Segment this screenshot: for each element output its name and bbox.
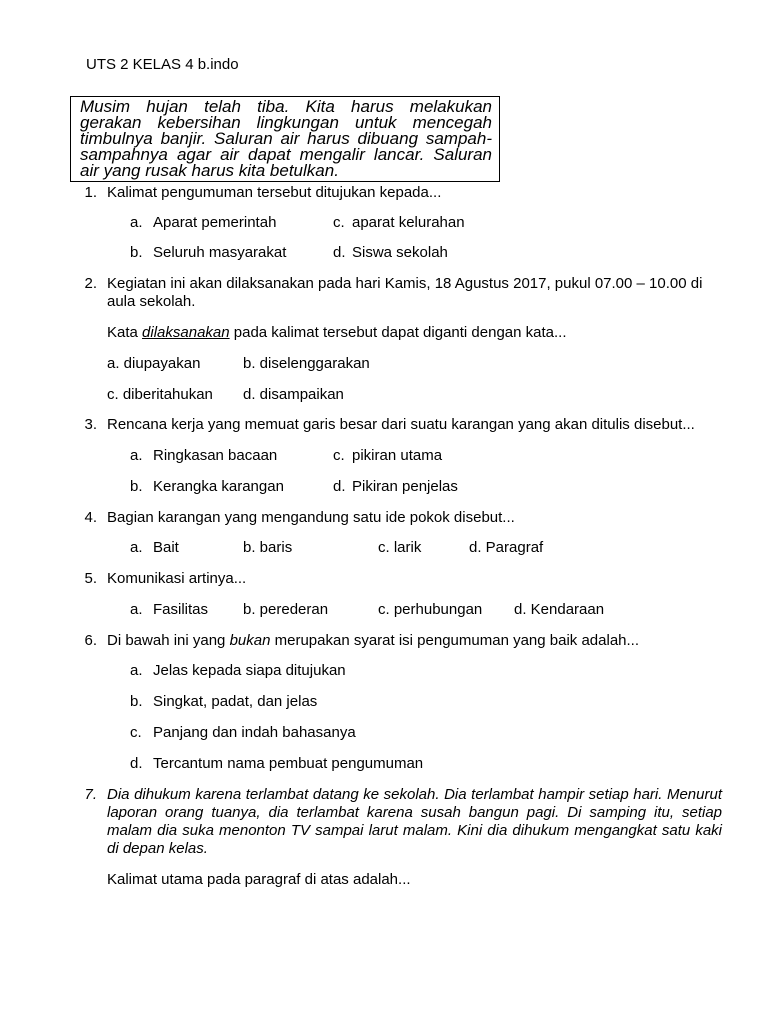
question-text: Komunikasi artinya... xyxy=(107,570,247,587)
paragraph-line: di depan kelas. xyxy=(107,840,208,857)
option-text: Fasilitas xyxy=(153,601,209,618)
question-number: 4. xyxy=(84,509,97,526)
paragraph-line: laporan orang tuanya, dia terlambat karena susah bangun pagi. Di samping itu, setiap xyxy=(107,804,722,821)
option: c. perhubungan xyxy=(378,601,483,618)
option-text: Ringkasan bacaan xyxy=(153,447,278,464)
option-text: Pikiran penjelas xyxy=(352,478,458,495)
option-letter: a. xyxy=(130,214,143,231)
option-letter: d. xyxy=(333,244,346,261)
option-letter: a. xyxy=(130,539,143,556)
question-number: 7. xyxy=(84,786,97,803)
passage-line: sampahnya agar air dapat mengalir lancar. Saluran xyxy=(80,145,492,164)
option: b. perederan xyxy=(243,601,329,618)
passage-box xyxy=(70,96,500,182)
option-letter: b. xyxy=(130,244,143,261)
option: c. larik xyxy=(378,539,422,556)
option-text: Tercantum nama pembuat pengumuman xyxy=(153,755,424,772)
question-text: Kalimat utama pada paragraf di atas adalah... xyxy=(107,871,411,888)
option: b. baris xyxy=(243,539,293,556)
option-text: pikiran utama xyxy=(352,447,443,464)
paragraph-line: malam dia suka menonton TV sampai larut malam. Kini dia dihukum mengangkat satu kaki xyxy=(107,822,722,839)
question-text: Rencana kerja yang memuat garis besar dari suatu karangan yang akan ditulis disebut... xyxy=(107,416,695,433)
question-number: 5. xyxy=(84,570,97,587)
question-number: 1. xyxy=(84,184,97,201)
question-text: Kalimat pengumuman tersebut ditujukan kepada... xyxy=(107,184,442,201)
question-number: 6. xyxy=(84,632,97,649)
question-text: aula sekolah. xyxy=(107,293,196,310)
passage-line: timbulnya banjir. Saluran air harus dibuang sampah- xyxy=(80,129,492,148)
option-letter: c. xyxy=(130,724,142,741)
question-text: Kegiatan ini akan dilaksanakan pada hari Kamis, 18 Agustus 2017, pukul 07.00 – 10.00 di xyxy=(107,275,703,292)
option-letter: b. xyxy=(130,693,143,710)
option-text: Kerangka karangan xyxy=(153,478,284,495)
passage-line: air yang rusak harus kita betulkan. xyxy=(80,161,339,180)
passage-line: Musim hujan telah tiba. Kita harus melakukan xyxy=(80,97,492,116)
option-letter: d. xyxy=(333,478,346,495)
option-letter: c. xyxy=(333,447,345,464)
option-letter: d. xyxy=(130,755,143,772)
underlined-word: dilaksanakan xyxy=(142,324,230,341)
question-subtext: Kata dilaksanakan pada kalimat tersebut dapat diganti dengan kata... xyxy=(107,324,567,341)
option-text: Singkat, padat, dan jelas xyxy=(153,693,318,710)
question-text: Bagian karangan yang mengandung satu ide pokok disebut... xyxy=(107,509,515,526)
option-text: Bait xyxy=(153,539,179,556)
option-letter: a. xyxy=(130,662,143,679)
passage-line: gerakan kebersihan lingkungan untuk mencegah xyxy=(80,113,492,132)
option-text: Panjang dan indah bahasanya xyxy=(153,724,356,741)
option: d. Paragraf xyxy=(469,539,544,556)
option-text: aparat kelurahan xyxy=(352,214,465,231)
option-letter: a. xyxy=(130,447,143,464)
question-text: Di bawah ini yang bukan merupakan syarat isi pengumuman yang baik adalah... xyxy=(107,632,640,649)
option-letter: c. xyxy=(333,214,345,231)
option-letter: a. xyxy=(130,601,143,618)
option-letter: b. xyxy=(130,478,143,495)
option: c. diberitahukan xyxy=(107,386,213,403)
option-text: Aparat pemerintah xyxy=(153,214,277,231)
option-text: Jelas kepada siapa ditujukan xyxy=(153,662,346,679)
paragraph-line: Dia dihukum karena terlambat datang ke sekolah. Dia terlambat hampir setiap hari. Menurut xyxy=(107,786,722,803)
option-text: Seluruh masyarakat xyxy=(153,244,287,261)
question-number: 3. xyxy=(84,416,97,433)
option: d. disampaikan xyxy=(243,386,344,403)
option-text: Siswa sekolah xyxy=(352,244,448,261)
option: a. diupayakan xyxy=(107,355,201,372)
document-title: UTS 2 KELAS 4 b.indo xyxy=(86,56,239,73)
option: b. diselenggarakan xyxy=(243,355,370,372)
emphasized-word: bukan xyxy=(229,632,271,649)
question-number: 2. xyxy=(84,275,97,292)
option: d. Kendaraan xyxy=(514,601,605,618)
